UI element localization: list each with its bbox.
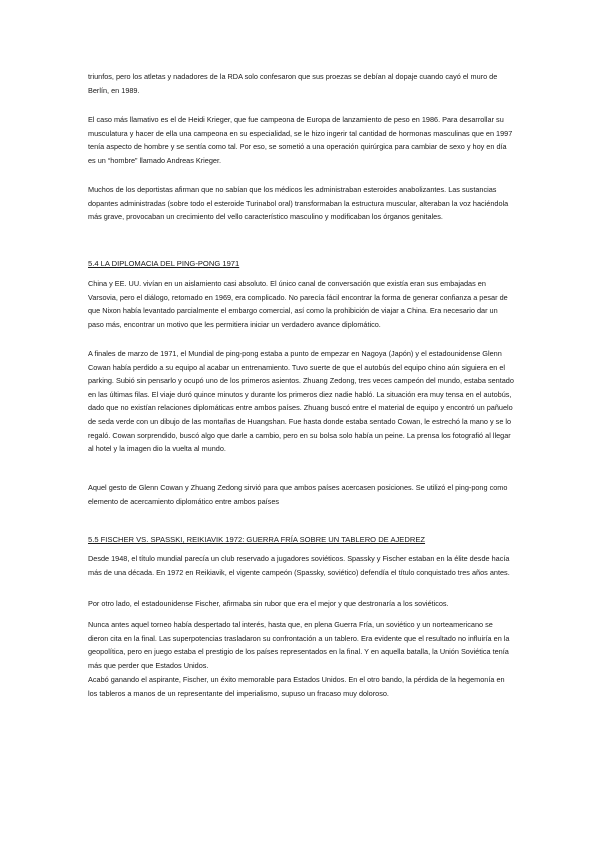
paragraph-krieger: El caso más llamativo es el de Heidi Krieger, que fue campeona de Europa de lanzamiento de peso en 1986. Para desarrollar su musculatura y hacer de ella una campeona en su especialidad, se le hizo ingerir tal cantidad de hormonas masculinas que en 1997 tenía aspecto de hombre y se sentía como tal. Por eso, se sometió a una operación quirúrgica para cambiar de sexo y hoy en día es un “hombre” llamado Andreas Krieger. xyxy=(88,115,513,165)
paragraph-gesto: Aquel gesto de Glenn Cowan y Zhuang Zedong sirvió para que ambos países acercasen posiciones. Se utilizó el ping-pong como elemento de acercamiento diplomático entre ambos países xyxy=(88,483,508,506)
paragraph-deportistas: Muchos de los deportistas afirman que no sabían que los médicos les administraban esteroides anabolizantes. Las sustancias dopantes administradas (sobre todo el esteroide Turinabol oral) transformaban la estructura muscular, alteraban la voz haciéndola más grave, provocaban un crecimiento del vello característico masculino y modificaban los órganos genitales. xyxy=(88,185,509,222)
paragraph-otro-lado: Por otro lado, el estadounidense Fischer, afirmaba sin rubor que era el mejor y que destronaría a los soviéticos. xyxy=(88,599,449,608)
paragraph-nunca: Nunca antes aquel torneo había despertado tal interés, hasta que, en plena Guerra Fría, un soviético y un norteamericano se dieron cita en la final. Las superpotencias trasladaron su confrontación a un tablero. Era evidente que el resultado no influiría en la geopolítica, pero en juego estaba el prestigio de los países representados en la final. Y en aquella batalla, la Unión Soviética tenía más que perder que Estados Unidos. xyxy=(88,620,510,670)
paragraph-china: China y EE. UU. vivían en un aislamiento casi absoluto. El único canal de conversación que existía eran sus embajadas en Varsovia, pero el diálogo, retomado en 1969, era complicado. No parecía fácil encontrar la forma de generar confianza a pesar de que Nixon había levantado parcialmente el embargo comercial, así como la prohibición de viajar a China. Era necesario dar un paso más, encontrar un motivo que les permitiera iniciar un verdadero avance diplomático. xyxy=(88,279,508,329)
section-heading-fischer: 5.5 FISCHER VS. SPASSKI, REIKIAVIK 1972: GUERRA FRÍA SOBRE UN TABLERO DE AJEDREZ xyxy=(88,535,426,544)
paragraph-desde: Desde 1948, el título mundial parecía un club reservado a jugadores soviéticos. Spassky y Fischer estaban en la élite desde hacía más de una década. En 1972 en Reikiavik, el vigente campeón (Spassky, soviético) defendía el título conquistado tres años antes. xyxy=(88,554,510,577)
paragraph-acabo: Acabó ganando el aspirante, Fischer, un éxito memorable para Estados Unidos. En el otro bando, la pérdida de la hegemonía en los tableros a manos de un representante del imperialismo, supuso un fracaso muy doloroso. xyxy=(88,675,505,698)
paragraph-intro: triunfos, pero los atletas y nadadores de la RDA solo confesaron que sus proezas se debían al dopaje cuando cayó el muro de Berlín, en 1989. xyxy=(88,72,498,95)
paragraph-nagoya: A finales de marzo de 1971, el Mundial de ping-pong estaba a punto de empezar en Nagoya (Japón) y el estadounidense Glenn Cowan había perdido a su equipo al acabar un entrenamiento. Tuvo suerte de que el autobús del equipo chino aún siguiera en el parking. Subió sin pensarlo y ocupó uno de los primeros asientos. Zhuang Zedong, tres veces campeón del mundo, estaba sentado en las últimas filas. El viaje duró quince minutos y durante los primeros diez nadie habló. La situación era muy tensa en el autobús, dado que no existían relaciones diplomáticas entre ambos países. Zhuang buscó entre el material de equipo y encontró un pañuelo de seda verde con un dibujo de las montañas de Huangshan. Fue hasta donde estaba sentado Cowan, le estrechó la mano y se lo regaló. Cowan sorprendido, buscó algo que darle a cambio, pero en su bolsa solo había un peine. La prensa los fotografió al llegar al hotel y la imagen dio la vuelta al mundo. xyxy=(88,349,514,454)
section-heading-pingpong: 5.4 LA DIPLOMACIA DEL PING-PONG 1971 xyxy=(88,259,240,268)
